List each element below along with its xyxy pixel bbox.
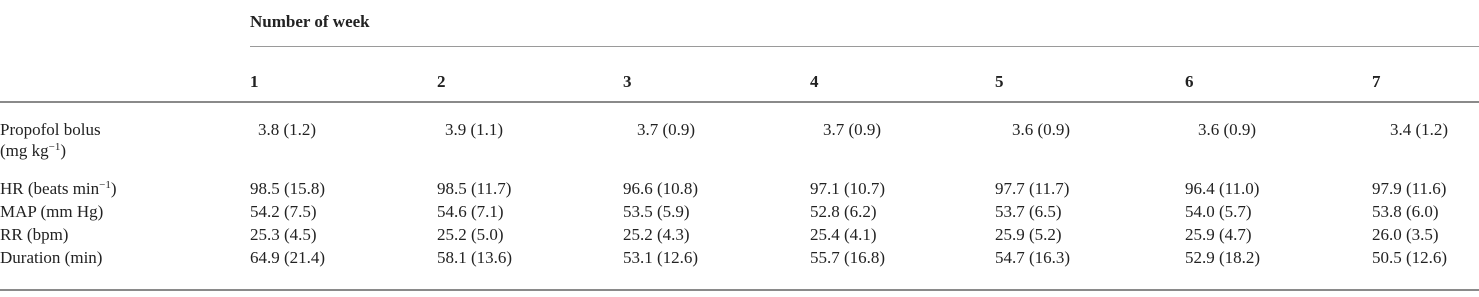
- table-cell: 3.6 (0.9): [1198, 120, 1257, 139]
- table-cell: 25.9 (5.2): [995, 225, 1062, 244]
- table-cell: 96.4 (11.0): [1185, 179, 1260, 198]
- table-cell: 97.9 (11.6): [1372, 179, 1447, 198]
- table-cell: 3.9 (1.1): [445, 120, 504, 139]
- table-cell: 25.3 (4.5): [250, 225, 317, 244]
- table-cell: 96.6 (10.8): [623, 179, 699, 198]
- table-cell: 97.7 (11.7): [995, 179, 1070, 198]
- spanner-header: Number of week: [250, 12, 370, 31]
- table-cell: 25.2 (5.0): [437, 225, 504, 244]
- table-cell: 53.1 (12.6): [623, 248, 699, 267]
- row-label-duration: Duration (min): [0, 248, 103, 267]
- header-rule: [0, 101, 1479, 103]
- column-header-2: 2: [437, 72, 446, 91]
- table-cell: 3.8 (1.2): [258, 120, 317, 139]
- table-cell: 97.1 (10.7): [810, 179, 886, 198]
- table-cell: 54.7 (16.3): [995, 248, 1071, 267]
- column-header-5: 5: [995, 72, 1004, 91]
- table-cell: 3.7 (0.9): [823, 120, 882, 139]
- table-cell: 50.5 (12.6): [1372, 248, 1448, 267]
- row-label-hr: HR (beats $\min^{-1}$): [0, 179, 117, 198]
- table-cell: 3.7 (0.9): [637, 120, 696, 139]
- column-header-1: 1: [250, 72, 259, 91]
- table-cell: 52.8 (6.2): [810, 202, 877, 221]
- table-cell: 53.8 (6.0): [1372, 202, 1439, 221]
- table-cell: 55.7 (16.8): [810, 248, 886, 267]
- column-header-4: 4: [810, 72, 819, 91]
- table-cell: 52.9 (18.2): [1185, 248, 1261, 267]
- table-cell: 26.0 (3.5): [1372, 225, 1439, 244]
- column-header-3: 3: [623, 72, 632, 91]
- table-cell: 25.4 (4.1): [810, 225, 877, 244]
- table-cell: 54.6 (7.1): [437, 202, 504, 221]
- table-bottom-rule: [0, 289, 1479, 291]
- table-cell: 54.2 (7.5): [250, 202, 317, 221]
- spanner-rule: [250, 46, 1479, 47]
- table-cell: 98.5 (15.8): [250, 179, 326, 198]
- table-cell: 3.6 (0.9): [1012, 120, 1071, 139]
- table-cell: 64.9 (21.4): [250, 248, 326, 267]
- table-cell: 54.0 (5.7): [1185, 202, 1252, 221]
- table-cell: 53.7 (6.5): [995, 202, 1062, 221]
- column-header-6: 6: [1185, 72, 1194, 91]
- table-cell: 3.4 (1.2): [1390, 120, 1449, 139]
- table-cell: 25.2 (4.3): [623, 225, 690, 244]
- column-header-7: 7: [1372, 72, 1381, 91]
- table-cell: 53.5 (5.9): [623, 202, 690, 221]
- row-label-propofol-bolus: Propofol bolus: [0, 120, 101, 139]
- row-label-propofol-bolus-unit: (mg $kg^{-1}$): [0, 141, 67, 160]
- table-cell: 58.1 (13.6): [437, 248, 513, 267]
- table-cell: 98.5 (11.7): [437, 179, 512, 198]
- row-label-rr: RR (bpm): [0, 225, 69, 244]
- row-label-map: MAP (mm Hg): [0, 202, 104, 221]
- table-cell: 25.9 (4.7): [1185, 225, 1252, 244]
